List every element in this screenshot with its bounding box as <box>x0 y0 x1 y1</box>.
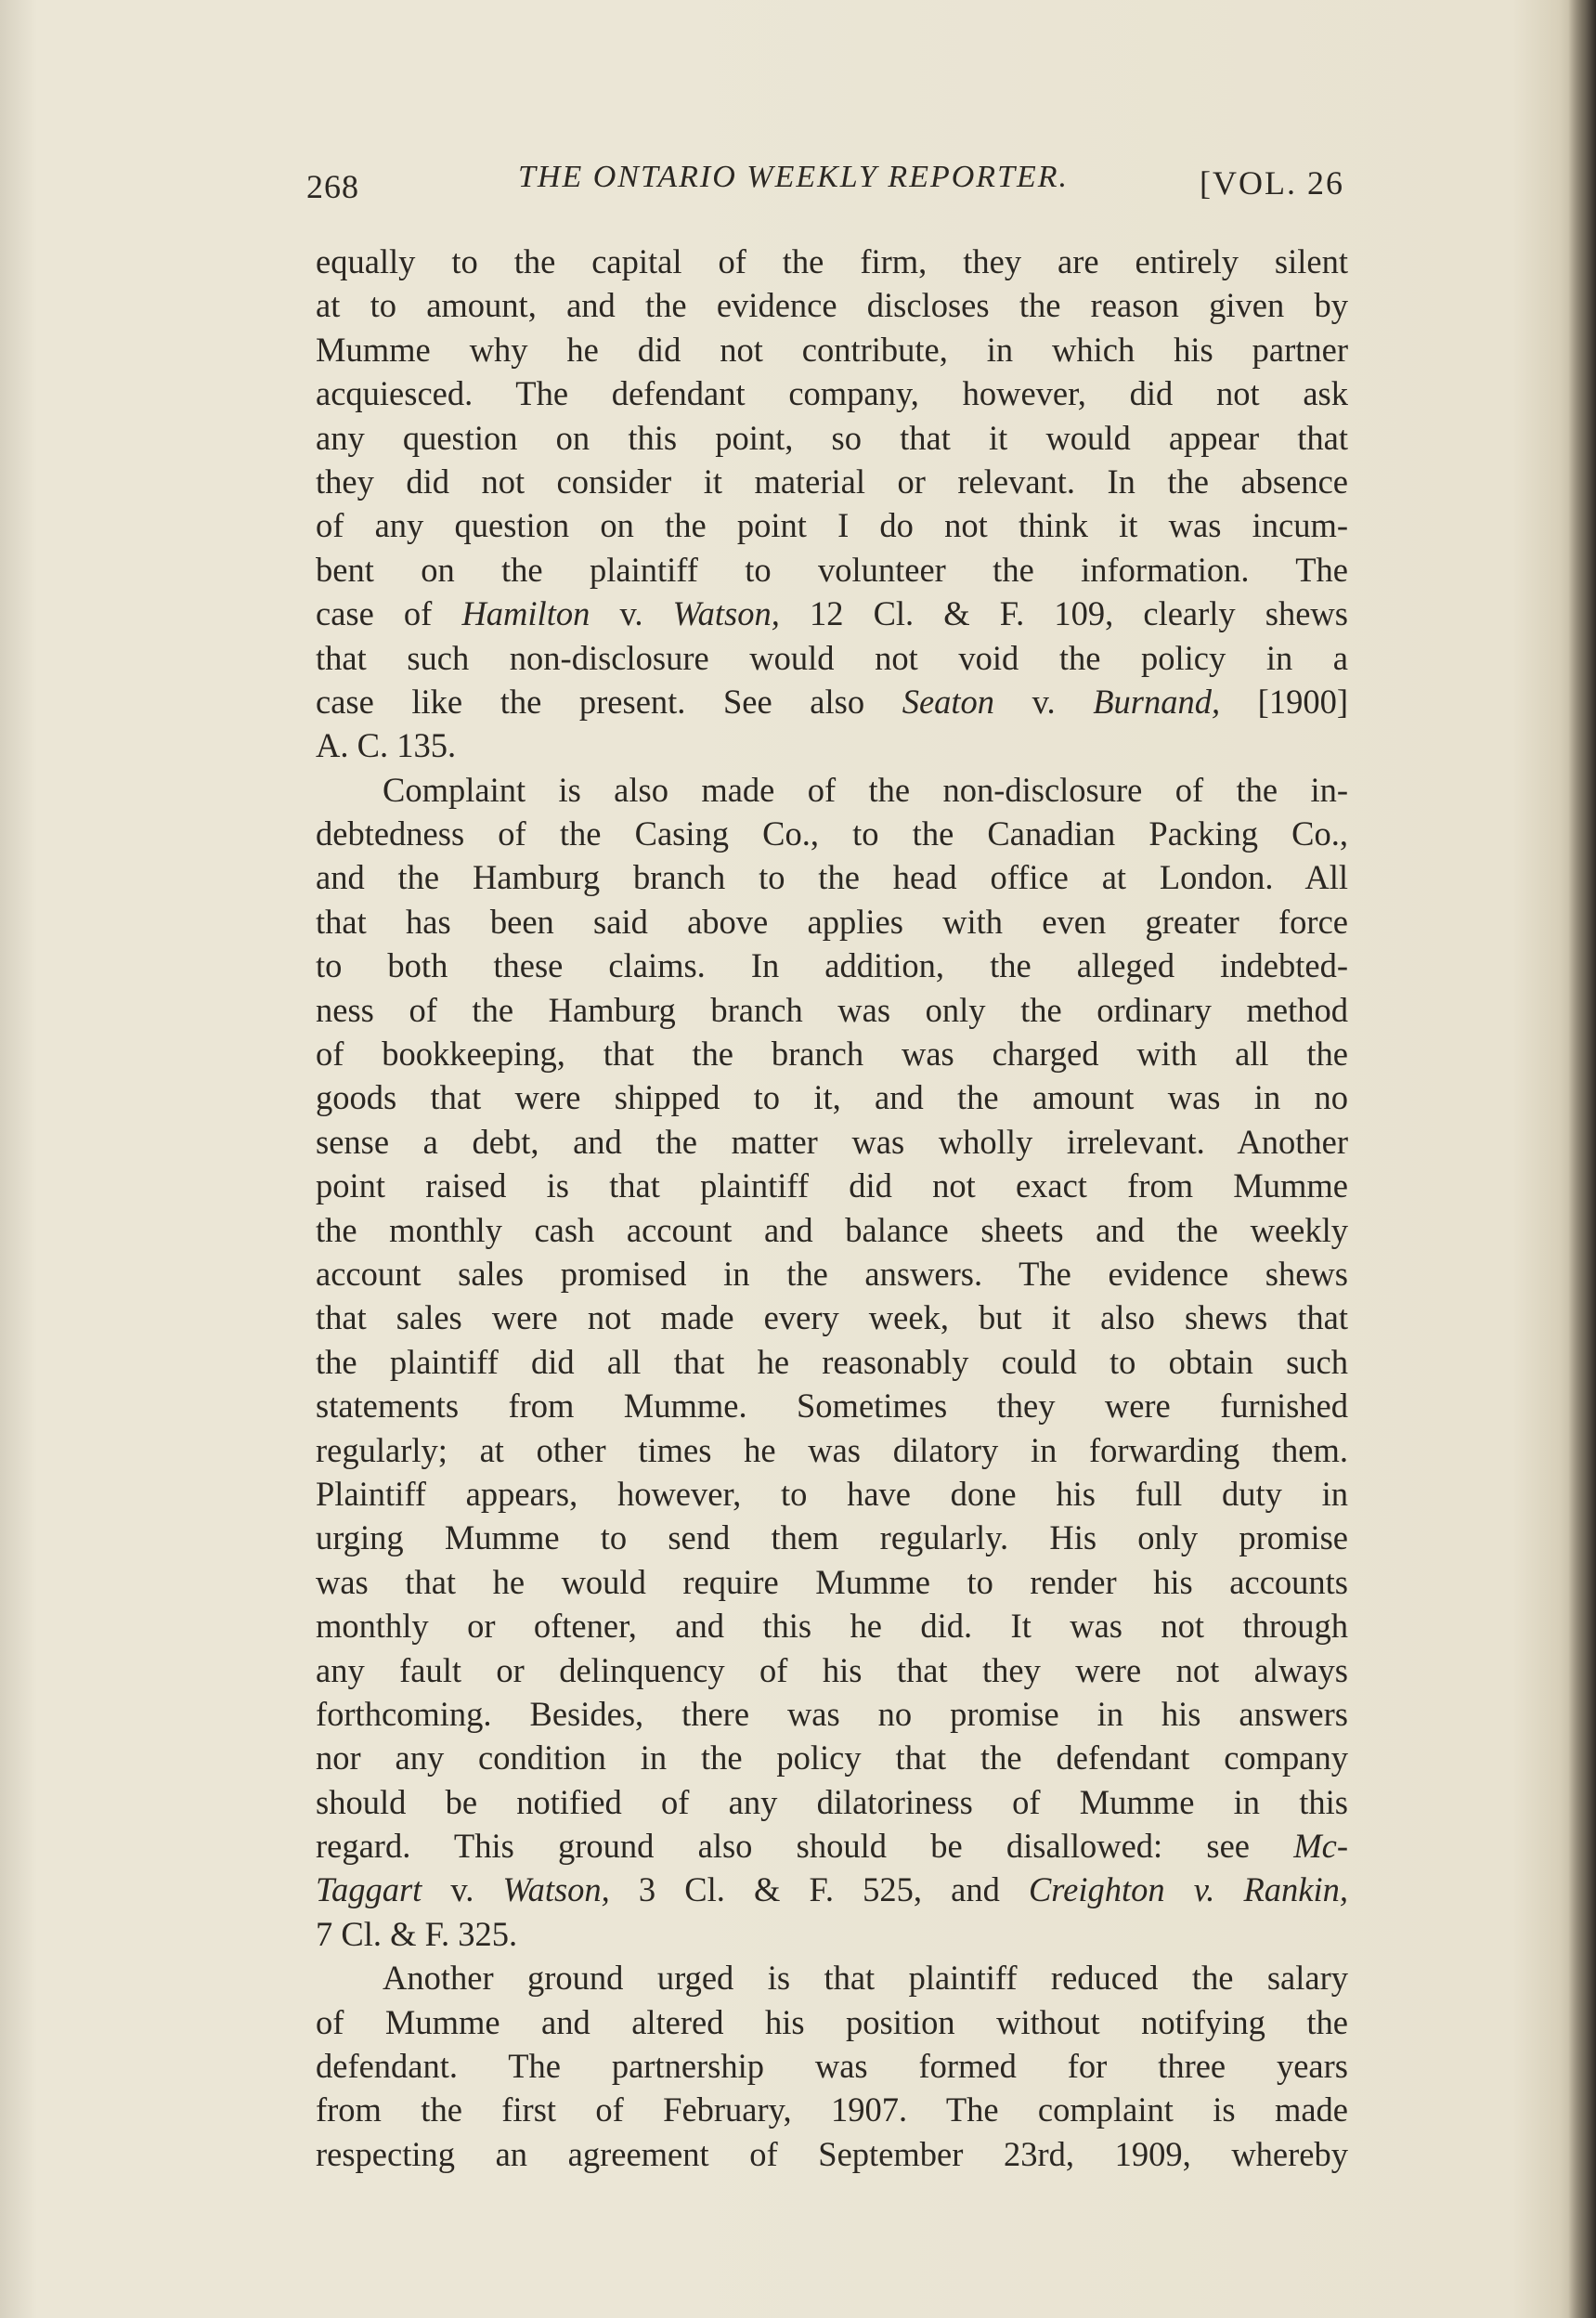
line-text: account sales promised in the answers. The evidence shews <box>316 1254 1348 1293</box>
text-line <box>316 1252 1348 1296</box>
line-text: urging Mumme to send them regularly. His only promise <box>316 1518 1348 1557</box>
line-text: should be notified of any dilatoriness of Mumme in this <box>316 1782 1348 1821</box>
line-text: from the first of February, 1907. The complaint is made <box>316 2090 1348 2129</box>
line-text: 12 Cl. & F. 109, clearly shews <box>779 594 1348 633</box>
line-text: debtedness of the Casing Co., to the Canadian Packing Co., <box>316 814 1348 853</box>
text-line <box>316 855 1348 899</box>
line-text: respecting an agreement of September 23rd, 1909, whereby <box>316 2134 1348 2173</box>
line-text: goods that were shipped to it, and the amount was in no <box>316 1078 1348 1117</box>
line-text: statements from Mumme. Sometimes they were furnished <box>316 1387 1348 1426</box>
line-text: and the Hamburg branch to the head office at London. All <box>316 858 1348 897</box>
line-text: that such non-disclosure would not void the policy in a <box>316 638 1348 677</box>
line-text: defendant. The partnership was formed for three years <box>316 2047 1348 2086</box>
text-line <box>316 1516 1348 1559</box>
line-text: point raised is that plaintiff did not exact from Mumme <box>316 1166 1348 1205</box>
text-line <box>316 1868 1348 1911</box>
italic-citation: Burnand, <box>1093 682 1221 721</box>
text-line <box>316 1956 1348 1999</box>
line-text: of any question on the point I do not think it was incum- <box>316 506 1348 545</box>
text-line <box>316 900 1348 944</box>
text-line <box>316 328 1348 371</box>
italic-citation: Watson, <box>672 594 780 633</box>
line-text: v. <box>590 594 673 633</box>
text-line <box>316 636 1348 680</box>
line-text: that sales were not made every week, but it also shews that <box>316 1298 1348 1337</box>
line-text: the plaintiff did all that he reasonably could to obtain such <box>316 1342 1348 1381</box>
text-line <box>316 1120 1348 1164</box>
text-line <box>316 1384 1348 1427</box>
text-line <box>316 1692 1348 1736</box>
line-text: 7 Cl. & F. 325. <box>316 1914 518 1953</box>
italic-citation: Creighton v. Rankin, <box>1028 1870 1348 1909</box>
italic-citation: Hamilton <box>461 594 590 633</box>
text-line <box>316 283 1348 327</box>
line-text: any question on this point, so that it would appear that <box>316 418 1348 457</box>
line-text: ness of the Hamburg branch was only the ordinary method <box>316 990 1348 1029</box>
line-text: monthly or oftener, and this he did. It was not through <box>316 1607 1348 1646</box>
text-line <box>316 723 1348 767</box>
line-text: forthcoming. Besides, there was no promise in his answers <box>316 1694 1348 1733</box>
text-line <box>316 944 1348 987</box>
text-line <box>316 2088 1348 2131</box>
running-title: THE ONTARIO WEEKLY REPORTER. <box>518 160 1070 194</box>
text-line <box>316 1736 1348 1779</box>
text-line <box>316 1428 1348 1472</box>
text-line <box>316 1648 1348 1692</box>
text-line <box>316 1164 1348 1207</box>
italic-citation: Watson, <box>502 1870 610 1909</box>
line-text: to both these claims. In addition, the alleged indebted- <box>316 946 1348 985</box>
line-text: of Mumme and altered his position without notifying the <box>316 2002 1348 2041</box>
text-line <box>316 240 1348 283</box>
volume-label: [VOL. 26 <box>1200 164 1344 202</box>
line-text: [1900] <box>1220 682 1348 721</box>
text-line <box>316 1472 1348 1516</box>
line-text: the monthly cash account and balance sheets and the weekly <box>316 1210 1348 1249</box>
line-text: v. <box>422 1870 503 1909</box>
line-text: case of <box>316 594 462 633</box>
text-line <box>316 1780 1348 1824</box>
text-line <box>316 2000 1348 2044</box>
text-line <box>316 2132 1348 2176</box>
line-text: case like the present. See also <box>316 682 902 721</box>
line-text: bent on the plaintiff to volunteer the information. The <box>316 550 1348 589</box>
text-line <box>316 1032 1348 1075</box>
text-line <box>316 1604 1348 1647</box>
line-text: Mumme why he did not contribute, in which his partner <box>316 330 1348 369</box>
line-text: equally to the capital of the firm, they are entirely silent <box>316 242 1348 280</box>
body-text <box>316 240 1348 2176</box>
line-text: Complaint is also made of the non-disclosure of the in- <box>383 770 1348 809</box>
italic-citation: Taggart <box>316 1870 422 1909</box>
text-line <box>316 680 1348 723</box>
text-line <box>316 2044 1348 2088</box>
line-text: acquiesced. The defendant company, however, did not ask <box>316 374 1348 413</box>
text-line <box>316 371 1348 415</box>
text-line <box>316 503 1348 547</box>
line-text: regularly; at other times he was dilatory in forwarding them. <box>316 1430 1348 1469</box>
line-text: Another ground urged is that plaintiff reduced the salary <box>383 1959 1348 1998</box>
text-line <box>316 592 1348 635</box>
text-line <box>316 988 1348 1032</box>
italic-citation: Mc- <box>1293 1827 1348 1866</box>
text-line <box>316 548 1348 592</box>
line-text: v. <box>994 682 1094 721</box>
text-line <box>316 1912 1348 1956</box>
line-text: they did not consider it material or relevant. In the absence <box>316 462 1348 501</box>
line-text: was that he would require Mumme to render his accounts <box>316 1562 1348 1601</box>
line-text: at to amount, and the evidence discloses the reason given by <box>316 286 1348 325</box>
text-line <box>316 460 1348 503</box>
line-text: that has been said above applies with even greater force <box>316 902 1348 941</box>
line-text: 3 Cl. & F. 525, and <box>609 1870 1029 1909</box>
page-number: 268 <box>306 168 359 205</box>
text-line <box>316 1075 1348 1119</box>
text-line <box>316 1208 1348 1252</box>
text-line <box>316 812 1348 855</box>
italic-citation: Seaton <box>902 682 995 721</box>
line-text: regard. This ground also should be disallowed: see <box>316 1827 1294 1866</box>
line-text: nor any condition in the policy that the defendant company <box>316 1738 1348 1778</box>
text-line <box>316 416 1348 460</box>
text-line <box>316 768 1348 812</box>
text-line <box>316 1560 1348 1604</box>
line-text: any fault or delinquency of his that they were not always <box>316 1650 1348 1689</box>
text-line <box>316 1296 1348 1339</box>
text-line <box>316 1340 1348 1384</box>
line-text: A. C. 135. <box>316 726 457 765</box>
text-line <box>316 1824 1348 1868</box>
page-header <box>306 160 1344 215</box>
line-text: sense a debt, and the matter was wholly irrelevant. Another <box>316 1122 1348 1161</box>
line-text: Plaintiff appears, however, to have done his full duty in <box>316 1474 1348 1513</box>
line-text: of bookkeeping, that the branch was charged with all the <box>316 1035 1348 1074</box>
binding-shadow <box>1568 0 1596 2318</box>
